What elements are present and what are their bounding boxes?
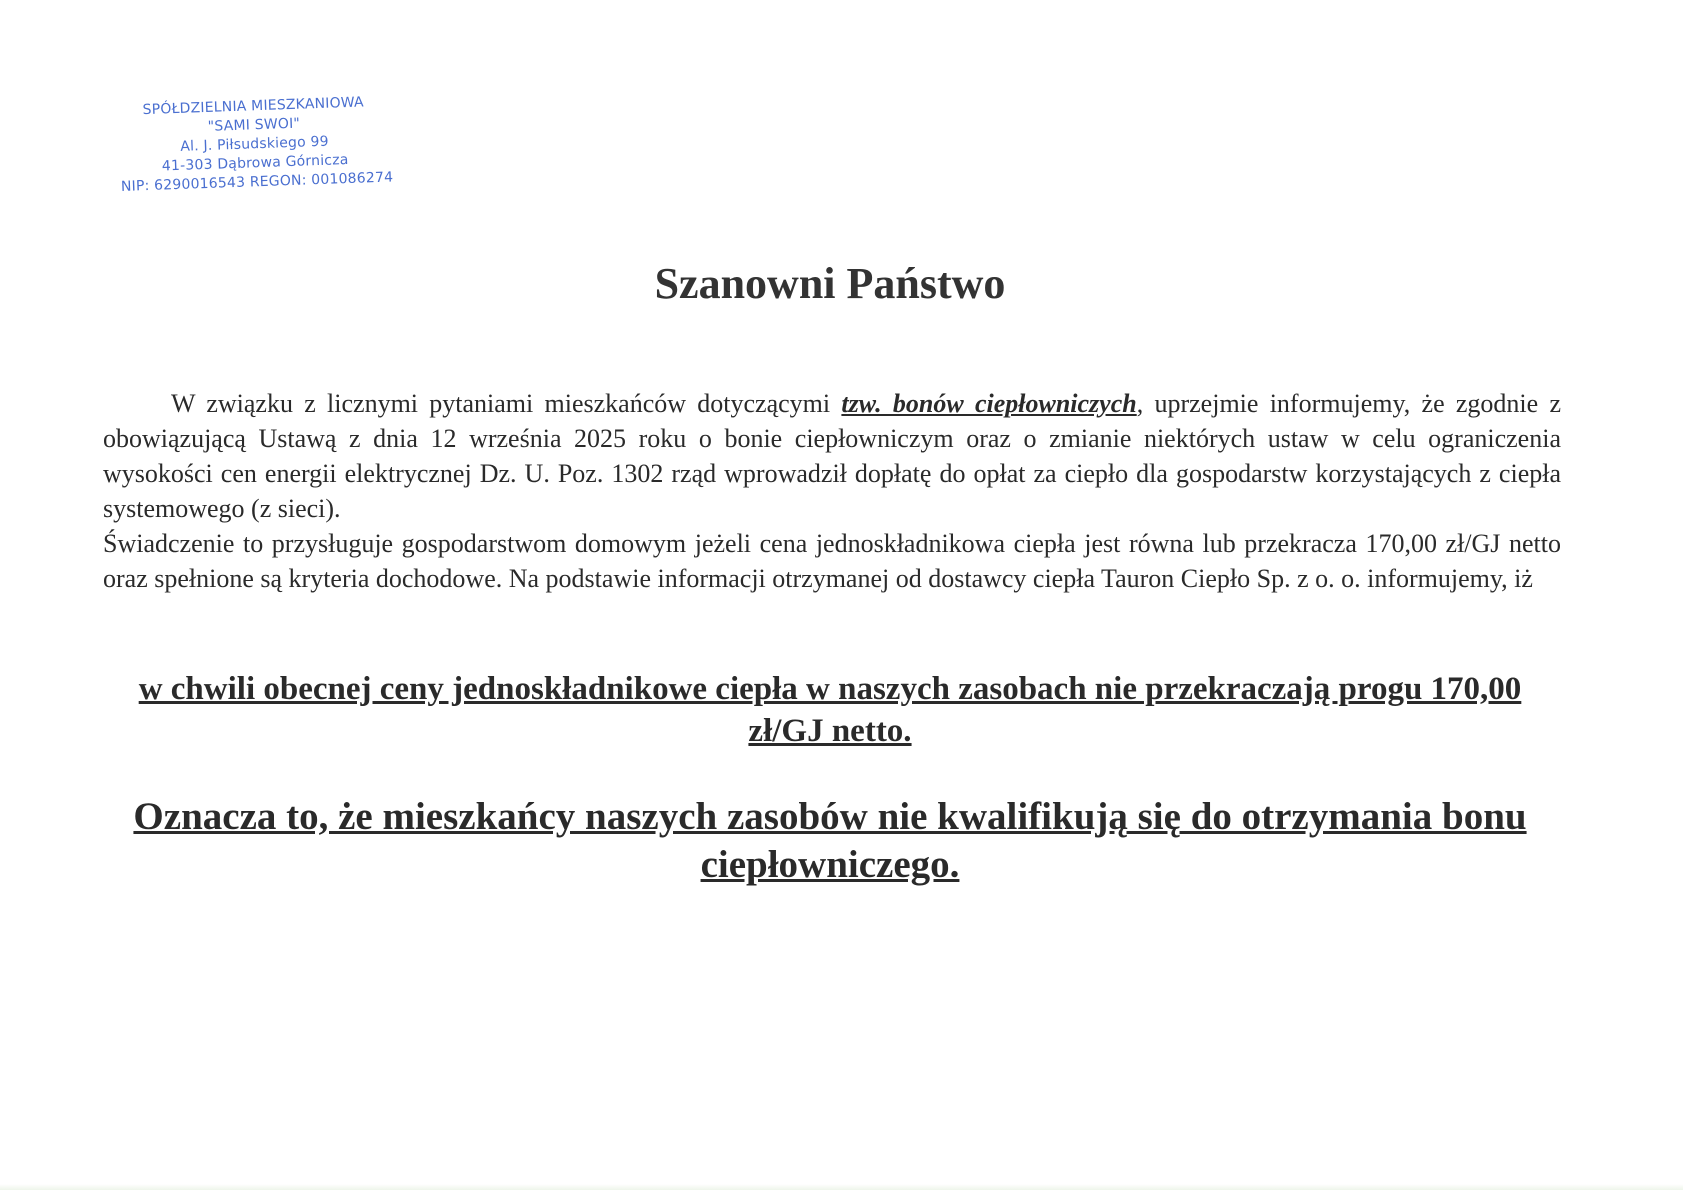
stamp-line-name: SPÓŁDZIELNIA MIESZKANIOWA: [142, 94, 365, 119]
emphasis-term: tzw. bonów ciepłowniczych: [841, 389, 1137, 418]
stamp-line-street: Al. J. Piłsudskiego 99: [180, 133, 330, 155]
paragraph-2: Świadczenie to przysługuje gospodarstwom domowym jeżeli cena jednoskładnikowa ciepła jest równa lub przekracza 170,00 zł/GJ netto oraz spełnione są kryteria dochodowe. Na podstawie informacji otrzymanej od dostawcy ciepła Tauron Ciepło Sp. z o. o. informujemy, iż: [103, 529, 1561, 593]
paragraph-1-rest: , uprzejmie informujemy, że zgodnie z obowiązującą Ustawą z dnia 12 września 2025 roku o bonie ciepłowniczym oraz o zmianie niektórych ustaw w celu ograniczenia wysokości cen energii elektrycznej Dz. U. Poz. 1302 rząd wprowadził dopłatę do opłat za ciepło dla gospodarstw korzystających z ciepła systemowego (z sieci).: [103, 389, 1561, 523]
letter-greeting: Szanowni Państwo: [654, 259, 1006, 308]
notice-not-eligible: Oznacza to, że mieszkańcy naszych zasobów nie kwalifikują się do otrzymania bonu ciepłowniczego.: [133, 795, 1527, 886]
stamp-line-ids: NIP: 6290016543 REGON: 001086274: [120, 169, 394, 195]
scan-edge: [0, 1184, 1683, 1190]
stamp-line-city: 41-303 Dąbrowa Górnicza: [161, 151, 349, 175]
paragraph-1-start: W związku z licznymi pytaniami mieszkańców dotyczącymi: [171, 389, 842, 418]
notice-price-threshold: w chwili obecnej ceny jednoskładnikowe ciepła w naszych zasobach nie przekraczają progu 170,00 zł/GJ netto.: [138, 671, 1522, 749]
cooperative-stamp: [118, 93, 394, 197]
paragraph-1: [103, 386, 1561, 526]
stamp-line-quote: "SAMI SWOI": [207, 115, 301, 135]
letter-body: [103, 386, 1561, 596]
